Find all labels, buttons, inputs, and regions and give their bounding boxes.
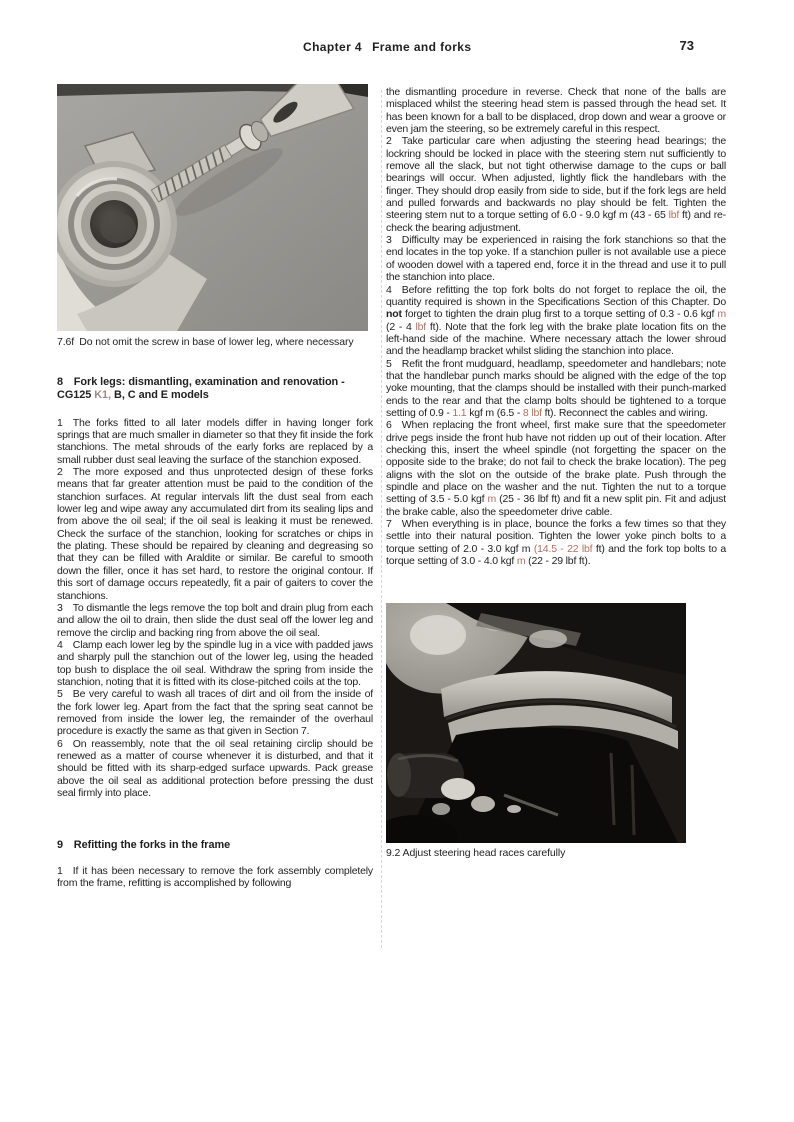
paragraph-9-2: 2 Take particular care when adjusting the steering head bearings; the lockring should be locked in place with the steering stem nut sufficiently to remove all the slack, but not tight otherwise damage to the cups or ball bearings will occur. When adjusted, lightly flick the handlebars with the finger. They should drop easily from side to side, but if the fork legs are held and pulled forwards and backwards no play should be felt. Tighten the steering stem nut to a torque setting of 6.0 - 9.0 kgf m (43 - 65 lbf ft) and re-check the bearing adjustment. [386,135,726,234]
paragraph-8-3: 3 To dismantle the legs remove the top bolt and drain plug from each and allow the oil to drain, then slide the dust seal off the lower leg and remove the circlip and backing ring from above the oil seal. [57,601,373,639]
photo-steering-head [386,603,686,843]
paragraph-8-6: 6 On reassembly, note that the oil seal retaining circlip should be renewed as a matter of course whenever it is disturbed, and that it should be fitted with its sharp-edged surface upwards. Pack grease above the oil seal as additional protection before pressing the dust seal firmly into place. [57,737,373,799]
paragraph-9-5: 5 Refit the front mudguard, headlamp, speedometer and handlebars; note that the handlebar punch marks should be aligned with the edge of the top yoke mounting, that the clamps should be installed with their punch-marked ends to the rear and that the clamp bolts should be tightened to a torque setting of 0.9 - 1.1 kgf m (6.5 - 8 lbf ft). Reconnect the cables and wiring. [386,357,726,419]
column-gutter-scan-artifact [381,90,382,948]
paragraph-9-7: 7 When everything is in place, bounce the forks a few times so that they settle into their natural position. Tighten the lower yoke pinch bolts to a torque setting of 2.0 - 3.0 kgf m (14.5 - 22 lbf ft) and the fork top bolts to a torque setting of 3.0 - 4.0 kgf m (22 - 29 lbf ft). [386,518,726,568]
page-number: 73 [679,38,694,53]
photo-steering-head-block [386,603,686,861]
paragraph-9-1: 1 If it has been necessary to remove the fork assembly completely from the frame, refitting is accomplished by following [57,864,373,890]
photo-fork-lower-leg [57,84,368,331]
paragraph-8-5: 5 Be very careful to wash all traces of dirt and oil from the inside of the fork lower leg. Apart from the fact that the spring seat cannot be removed from inside the lower leg, the remainder of the overhaul procedure is exactly the same as that given in Section 7. [57,688,373,738]
paragraph-8-2: 2 The more exposed and thus unprotected design of these forks means that far greater attention must be paid to the condition of the stanchion surfaces. At regular intervals lift the dust seal from each lower leg and wipe away any accumulated dirt from its sealing lips and from above the oil seal; if the oil seal is leaking it must be renewed. Check the surface of the stanchion, looking for scratches or chips in the plating. These should be repaired by cleaning and degreasing so that they can be filled with Araldite or similar. Be careful to smooth down the filler, once it has set hard, to restore the original contour. If this sort of damage occurs repeatedly, fit a pair of gaiters to cover the stanchions. [57,466,373,602]
paragraph-8-1: 1 The forks fitted to all later models differ in having longer fork springs that are much smaller in diameter so that they fit inside the fork stanchions. The metal shrouds of the early forks are replaced by a small rubber dust seal leaving the surface of the stanchion exposed. [57,416,373,466]
section-9-heading: 9 Refitting the forks in the frame [57,839,231,852]
photo-caption-7-6f: 7.6f Do not omit the screw in base of lower leg, where necessary [57,336,354,348]
paragraph-8-4: 4 Clamp each lower leg by the spindle lug in a vice with padded jaws and sharply pull the stanchion out of the lower leg, using the headed top bush to displace the oil seal. Withdraw the spring from inside the stanchion, noting that it is fitted with its close-pitched coils at the top. [57,638,373,688]
paragraph-9-1-continued: the dismantling procedure in reverse. Check that none of the balls are misplaced whilst the steering head stem is passed through the head set. It has been known for a ball to be displaced, drop down and wear a groove or even jam the steering, so be extremely careful in this respect. [386,86,726,136]
section-8-heading: 8 Fork legs: dismantling, examination and renovation - CG125 K1, B, C and E models [57,375,345,402]
right-column [386,86,726,861]
left-column [57,84,373,890]
paragraph-9-3: 3 Difficulty may be experienced in raising the fork stanchions so that the end locates in the top yoke. If a stanchion puller is not available use a piece of wooden dowel with a tapered end, force it in the thread and use it to pull the stanchion into place. [386,234,726,284]
chapter-title: Chapter 4 Frame and forks [303,40,472,54]
paragraph-9-4: 4 Before refitting the top fork bolts do not forget to replace the oil, the quantity required is shown in the Specifications Section of this Chapter. Do not forget to tighten the drain plug first to a torque setting of 0.3 - 0.6 kgf m (2 - 4 lbf ft). Note that the fork leg with the brake plate location fits on the left-hand side of the machine. Where necessary attach the lower shroud and the headlamp bracket whilst sliding the stanchion into place. [386,283,726,358]
paragraph-9-6: 6 When replacing the front wheel, first make sure that the speedometer drive pegs inside the front hub have not ridden up out of their location. After checking this, insert the wheel spindle (not forgetting the spacer on the opposite side to the brake; do not fail to check the brake location). The peg aligns with the slot on the outside of the brake plate. Push through the spindle and place on the washer and the nut. Tighten the nut to a torque setting of 3.5 - 5.0 kgf m (25 - 36 lbf ft) and fit a new split pin. Fit and adjust the brake cable, also the speedometer drive cable. [386,419,726,518]
photo-caption-9-2: 9.2 Adjust steering head races carefully [386,847,566,860]
